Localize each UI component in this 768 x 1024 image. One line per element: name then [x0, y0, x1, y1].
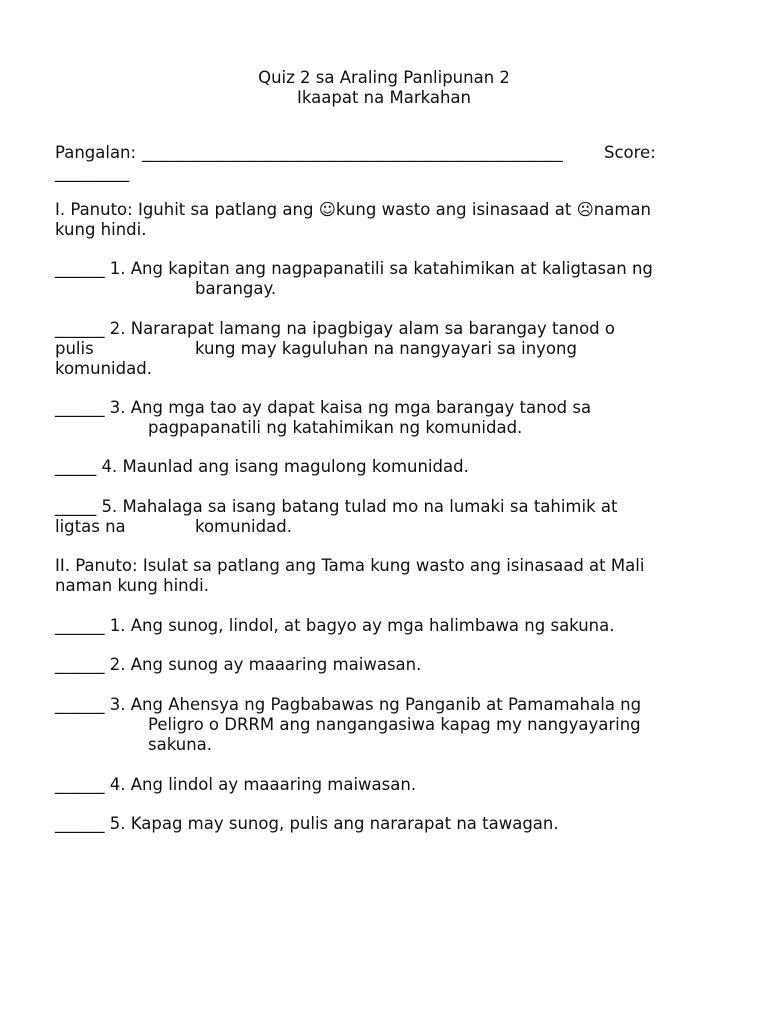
item-text: 5. Mahalaga sa isang batang tulad mo na lumaki sa tahimik at	[96, 497, 618, 516]
score-label: Score:	[604, 143, 656, 162]
item-text: 3. Ang Ahensya ng Pagbabawas ng Panganib at Pamamahala ng	[104, 695, 642, 714]
item-text: 1. Ang kapitan ang nagpapanatili sa katahimikan at kaligtasan ng	[104, 259, 653, 278]
part2-item-2	[55, 655, 421, 675]
answer-blank: ______	[55, 695, 105, 714]
part1-instruction	[55, 200, 651, 220]
answer-blank: _____	[55, 497, 97, 516]
score-blank: _________	[55, 163, 130, 182]
part1-item-2-cont-b: kung may kaguluhan na nangyayari sa inyong	[195, 339, 577, 358]
part1-instruction-b: kung wasto ang isinasaad at	[335, 200, 577, 219]
part1-item-5-cont-b: komunidad.	[195, 517, 292, 536]
answer-blank: ______	[55, 814, 105, 833]
part1-item-3	[55, 398, 591, 418]
part2-item-1	[55, 616, 615, 636]
part2-item-3-cont: Peligro o DRRM ang nangangasiwa kapag my nangyayaring	[148, 715, 641, 734]
item-text: 1. Ang sunog, lindol, at bagyo ay mga halimbawa ng sakuna.	[104, 616, 615, 635]
part1-item-1	[55, 259, 653, 279]
answer-blank: ______	[55, 775, 105, 794]
smiley-face-icon: ☺	[318, 200, 336, 219]
item-text: 4. Maunlad ang isang magulong komunidad.	[96, 457, 469, 476]
item-text: 2. Ang sunog ay maaaring maiwasan.	[104, 655, 422, 674]
part1-instruction-c: naman	[593, 200, 651, 219]
part1-item-4	[55, 457, 469, 477]
part1-item-2	[55, 319, 615, 339]
part1-instruction-a: I. Panuto: Iguhit sa patlang ang	[55, 200, 319, 219]
part1-item-2-cont-c: komunidad.	[55, 359, 152, 378]
answer-blank: ______	[55, 319, 105, 338]
answer-blank: ______	[55, 616, 105, 635]
item-text: 4. Ang lindol ay maaaring maiwasan.	[104, 775, 417, 794]
name-blank: ___________________________________________________	[142, 143, 563, 162]
part2-item-4	[55, 775, 416, 795]
quiz-subtitle: Ikaapat na Markahan	[297, 88, 471, 107]
part1-item-2-cont-a: pulis	[55, 339, 94, 358]
item-text: 5. Kapag may sunog, pulis ang nararapat na tawagan.	[104, 814, 559, 833]
part2-item-3	[55, 695, 641, 715]
item-text: 2. Nararapat lamang na ipagbigay alam sa barangay tanod o	[104, 319, 615, 338]
part2-instruction: II. Panuto: Isulat sa patlang ang Tama kung wasto ang isinasaad at Mali	[55, 556, 645, 575]
name-label: Pangalan:	[55, 143, 137, 162]
answer-blank: ______	[55, 655, 105, 674]
part2-instruction-line2: naman kung hindi.	[55, 576, 209, 595]
part1-item-3-cont: pagpapanatili ng katahimikan ng komunidad.	[148, 418, 523, 437]
part2-item-5	[55, 814, 559, 834]
answer-blank: ______	[55, 259, 105, 278]
quiz-title: Quiz 2 sa Araling Panlipunan 2	[258, 68, 510, 87]
part1-item-5-cont-a: ligtas na	[55, 517, 126, 536]
part1-item-1-cont: barangay.	[195, 279, 277, 298]
item-text: 3. Ang mga tao ay dapat kaisa ng mga barangay tanod sa	[104, 398, 592, 417]
answer-blank: _____	[55, 457, 97, 476]
part1-item-5	[55, 497, 617, 517]
frowning-face-icon: ☹	[576, 200, 594, 219]
part2-item-3-cont-2: sakuna.	[148, 735, 213, 754]
part1-instruction-line2: kung hindi.	[55, 220, 147, 239]
answer-blank: ______	[55, 398, 105, 417]
